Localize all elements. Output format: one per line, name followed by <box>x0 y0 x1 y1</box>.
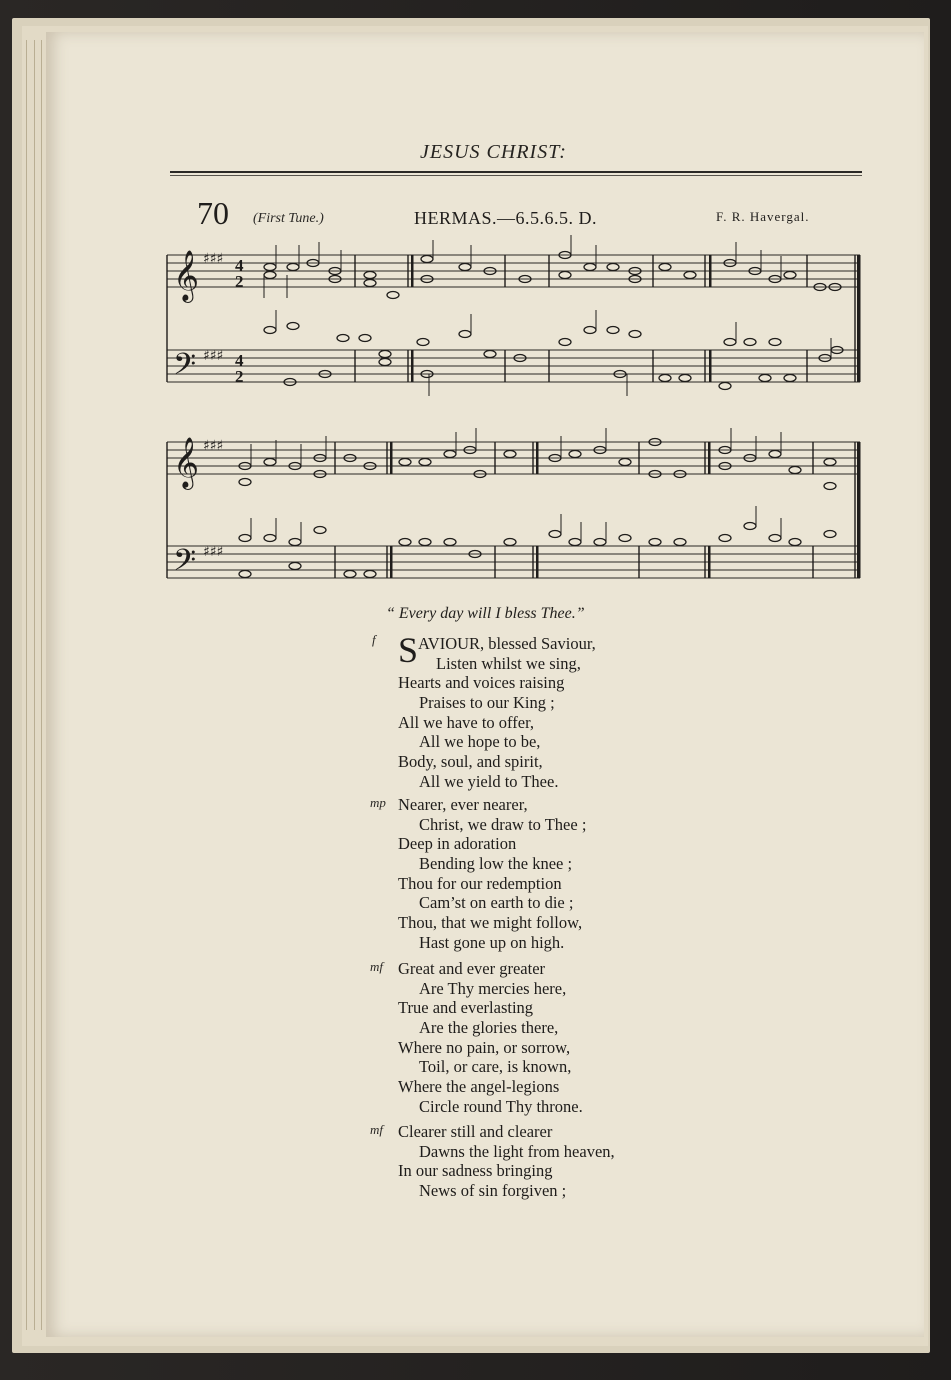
drop-cap: S <box>398 630 419 670</box>
svg-text:♯♯♯: ♯♯♯ <box>203 348 224 364</box>
verse-line: Where the angel-legions <box>398 1077 560 1097</box>
tune-name: HERMAS.—6.5.6.5. D. <box>414 208 598 228</box>
verse-line: Clearer still and clearer <box>398 1122 553 1141</box>
svg-text:𝄞: 𝄞 <box>173 250 200 301</box>
verse-line: Thou, that we might follow, <box>398 913 583 933</box>
verse-line: Praises to our King ; <box>419 693 555 713</box>
verse-line: Thou for our redemption <box>398 873 562 893</box>
svg-text:𝄢: 𝄢 <box>173 348 197 389</box>
verse-line: Christ, we draw to Thee ; <box>419 814 587 834</box>
svg-text:♯♯♯: ♯♯♯ <box>203 251 224 267</box>
header-rule <box>170 171 862 173</box>
music-system-1 <box>165 230 865 400</box>
dynamic-marking: mf <box>370 959 383 974</box>
verse-line: True and everlasting <box>398 998 534 1018</box>
verse-line: Dawns the light from heaven, <box>419 1141 615 1161</box>
header-rule-thin <box>170 175 862 176</box>
verse-line: Bending low the knee ; <box>419 854 573 874</box>
svg-text:4: 4 <box>235 256 244 275</box>
svg-text:♯♯♯: ♯♯♯ <box>203 438 224 454</box>
verse-line: Nearer, ever nearer, <box>398 795 528 814</box>
composer: F. R. Havergal. <box>716 209 810 224</box>
verse-line: Circle round Thy throne. <box>419 1096 583 1116</box>
verse-3 <box>370 959 583 1117</box>
verse-line: AVIOUR, blessed Saviour, <box>418 634 596 653</box>
verse-line: All we have to offer, <box>398 712 535 732</box>
verse-line: Body, soul, and spirit, <box>398 752 543 772</box>
verse-line: Toil, or care, is known, <box>419 1057 572 1077</box>
verse-line: All we yield to Thee. <box>419 771 559 791</box>
svg-text:2: 2 <box>235 272 244 291</box>
svg-text:2: 2 <box>235 367 244 386</box>
page-edge-line <box>26 40 27 1330</box>
verse-line: All we hope to be, <box>419 732 541 752</box>
svg-text:𝄢: 𝄢 <box>173 544 197 585</box>
dynamic-marking: mp <box>370 795 386 810</box>
score-system-1 <box>165 230 865 400</box>
verse-line: Listen whilst we sing, <box>436 653 581 673</box>
tune-note: (First Tune.) <box>253 211 324 226</box>
dynamic-marking: f <box>372 632 376 647</box>
running-head: JESUS CHRIST: <box>420 141 567 163</box>
verse-line: In our sadness bringing <box>398 1161 553 1181</box>
svg-text:4: 4 <box>235 351 244 370</box>
verse-line: Hast gone up on high. <box>419 932 565 952</box>
verse-4 <box>370 1122 615 1201</box>
page-edge-line <box>41 40 42 1330</box>
hymn-number: 70 <box>197 195 229 231</box>
svg-text:𝄞: 𝄞 <box>173 437 200 488</box>
verse-line: News of sin forgiven ; <box>419 1181 567 1201</box>
verse-1 <box>372 630 596 792</box>
verse-line: Cam’st on earth to die ; <box>419 893 574 913</box>
page-edge-line <box>34 40 35 1330</box>
verse-line: Hearts and voices raising <box>398 673 565 693</box>
verse-line: Are the glories there, <box>419 1018 559 1038</box>
verse-line: Are Thy mercies here, <box>419 978 567 998</box>
verse-line: Where no pain, or sorrow, <box>398 1037 571 1057</box>
music-system-2 <box>165 424 865 594</box>
verse-2 <box>370 795 587 953</box>
verse-line: Deep in adoration <box>398 834 517 854</box>
dynamic-marking: mf <box>370 1122 383 1137</box>
verse-line: Great and ever greater <box>398 959 546 978</box>
svg-text:♯♯♯: ♯♯♯ <box>203 544 224 560</box>
score-system-2 <box>165 424 865 594</box>
epigraph: “ Every day will I bless Thee.” <box>386 605 585 622</box>
